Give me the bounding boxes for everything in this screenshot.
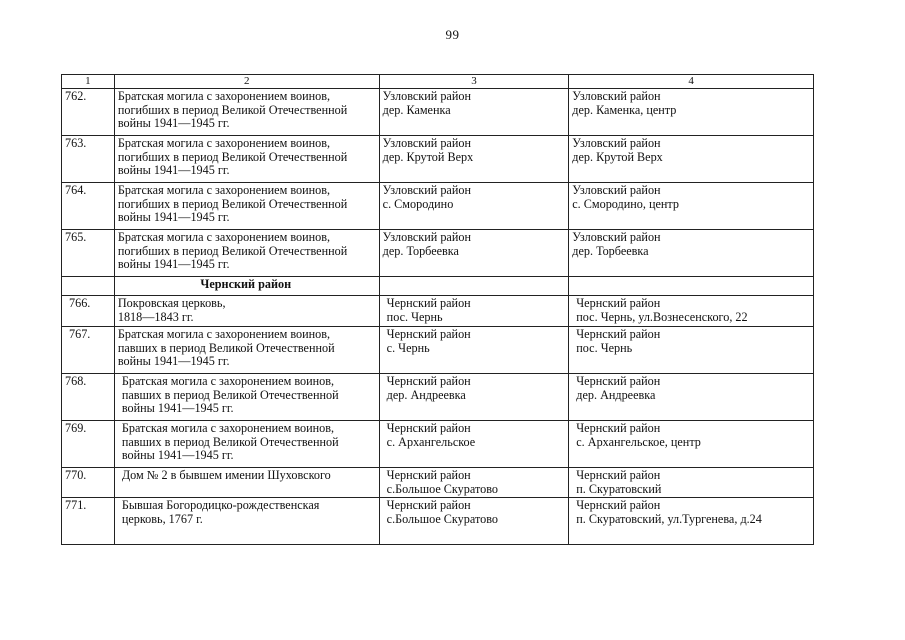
address-cell bbox=[569, 498, 814, 545]
address-cell bbox=[569, 183, 814, 230]
location-line: дер. Торбеевка bbox=[382, 243, 459, 258]
address-line: п. Скуратовский, ул.Тургенева, д.24 bbox=[576, 511, 762, 526]
row-number: 768. bbox=[62, 374, 115, 421]
address-cell bbox=[569, 296, 814, 327]
object-name-line: войны 1941—1945 гг. bbox=[117, 210, 230, 224]
object-name-cell bbox=[114, 136, 379, 183]
address-line: Узловский район bbox=[572, 183, 661, 197]
table-row bbox=[62, 89, 814, 136]
location-line: Чернский район bbox=[386, 498, 471, 512]
address-cell bbox=[569, 89, 814, 136]
address-cell bbox=[569, 136, 814, 183]
object-name-line: церковь, 1767 г. bbox=[121, 511, 203, 526]
address-line: п. Скуратовский bbox=[576, 481, 662, 496]
location-line: Узловский район bbox=[382, 89, 471, 103]
location-cell bbox=[379, 498, 569, 545]
row-number: 767. bbox=[62, 327, 115, 374]
location-line: Чернский район bbox=[386, 421, 471, 435]
object-name-line: Братская могила с захоронением воинов, bbox=[121, 421, 335, 435]
section-empty-cell bbox=[62, 277, 115, 296]
location-line: дер. Крутой Верх bbox=[382, 149, 474, 164]
location-cell bbox=[379, 183, 569, 230]
address-cell bbox=[569, 327, 814, 374]
row-number: 770. bbox=[62, 468, 115, 498]
address-cell bbox=[569, 374, 814, 421]
object-name-line: павших в период Великой Отечественной bbox=[117, 340, 335, 355]
address-cell bbox=[569, 230, 814, 277]
column-header-4: 4 bbox=[569, 75, 814, 89]
section-empty-cell bbox=[379, 277, 569, 296]
object-name-cell bbox=[114, 230, 379, 277]
object-name-cell bbox=[114, 327, 379, 374]
row-number: 762. bbox=[62, 89, 115, 136]
location-line: дер. Каменка bbox=[382, 102, 451, 117]
location-cell bbox=[379, 230, 569, 277]
address-line: Узловский район bbox=[572, 136, 661, 150]
table-row bbox=[62, 296, 814, 327]
location-line: с. Архангельское bbox=[386, 434, 476, 449]
location-line: Чернский район bbox=[386, 327, 471, 341]
address-line: Чернский район bbox=[576, 327, 661, 341]
address-line: дер. Каменка, центр bbox=[572, 102, 677, 117]
location-cell bbox=[379, 89, 569, 136]
object-name-line: Бывшая Богородицко-рождественская bbox=[121, 498, 320, 512]
address-line: Чернский район bbox=[576, 296, 661, 310]
object-name-line: Братская могила с захоронением воинов, bbox=[117, 183, 331, 197]
object-name-cell bbox=[114, 89, 379, 136]
location-line: Узловский район bbox=[382, 183, 471, 197]
object-name-line: погибших в период Великой Отечественной bbox=[117, 102, 348, 117]
row-number: 765. bbox=[62, 230, 115, 277]
object-name-line: Братская могила с захоронением воинов, bbox=[117, 327, 331, 341]
object-name-line: погибших в период Великой Отечественной bbox=[117, 149, 348, 164]
object-name-line: Братская могила с захоронением воинов, bbox=[121, 374, 335, 388]
object-name-line: войны 1941—1945 гг. bbox=[117, 354, 230, 368]
column-header-2: 2 bbox=[114, 75, 379, 89]
location-line: с. Смородино bbox=[382, 196, 454, 211]
object-name-cell bbox=[114, 374, 379, 421]
location-line: с.Большое Скуратово bbox=[386, 511, 498, 526]
location-line: с. Чернь bbox=[386, 340, 430, 355]
table-header-row bbox=[62, 75, 814, 89]
row-number: 771. bbox=[62, 498, 115, 545]
address-line: с. Архангельское, центр bbox=[576, 434, 701, 449]
object-name-line: 1818—1843 гг. bbox=[117, 309, 194, 324]
address-line: дер. Торбеевка bbox=[572, 243, 649, 258]
object-name-line: Братская могила с захоронением воинов, bbox=[117, 89, 331, 103]
location-cell bbox=[379, 374, 569, 421]
location-cell bbox=[379, 468, 569, 498]
object-name-line: павших в период Великой Отечественной bbox=[121, 387, 339, 402]
address-line: пос. Чернь, ул.Вознесенского, 22 bbox=[576, 309, 748, 324]
row-number: 764. bbox=[62, 183, 115, 230]
location-line: с.Большое Скуратово bbox=[386, 481, 498, 496]
address-line: дер. Андреевка bbox=[576, 387, 656, 402]
location-line: дер. Андреевка bbox=[386, 387, 466, 402]
address-line: Узловский район bbox=[572, 230, 661, 244]
object-name-cell bbox=[114, 183, 379, 230]
object-name-line: Дом № 2 в бывшем имении Шуховского bbox=[121, 468, 331, 482]
section-row bbox=[62, 277, 814, 296]
row-number: 766. bbox=[62, 296, 115, 327]
location-line: Узловский район bbox=[382, 230, 471, 244]
address-line: с. Смородино, центр bbox=[572, 196, 679, 211]
table-row bbox=[62, 230, 814, 277]
page-number: 99 bbox=[445, 27, 460, 42]
object-name-line: погибших в период Великой Отечественной bbox=[117, 243, 348, 258]
object-name-cell bbox=[114, 498, 379, 545]
section-title: Чернский район bbox=[114, 277, 379, 296]
location-line: Чернский район bbox=[386, 296, 471, 310]
table-row bbox=[62, 468, 814, 498]
address-line: Чернский район bbox=[576, 374, 661, 388]
address-line: Чернский район bbox=[576, 421, 661, 435]
location-line: Узловский район bbox=[382, 136, 471, 150]
address-cell bbox=[569, 468, 814, 498]
table-row bbox=[62, 421, 814, 468]
object-name-line: Братская могила с захоронением воинов, bbox=[117, 136, 331, 150]
object-name-line: войны 1941—1945 гг. bbox=[121, 401, 234, 415]
address-line: Чернский район bbox=[576, 468, 661, 482]
object-name-line: войны 1941—1945 гг. bbox=[117, 163, 230, 177]
column-header-3: 3 bbox=[379, 75, 569, 89]
object-name-line: войны 1941—1945 гг. bbox=[117, 116, 230, 130]
location-cell bbox=[379, 327, 569, 374]
row-number: 769. bbox=[62, 421, 115, 468]
object-name-line: погибших в период Великой Отечественной bbox=[117, 196, 348, 211]
object-name-cell bbox=[114, 468, 379, 498]
location-cell bbox=[379, 296, 569, 327]
table-row bbox=[62, 498, 814, 545]
address-line: пос. Чернь bbox=[576, 340, 633, 355]
section-empty-cell bbox=[569, 277, 814, 296]
address-cell bbox=[569, 421, 814, 468]
address-line: Чернский район bbox=[576, 498, 661, 512]
object-name-cell bbox=[114, 421, 379, 468]
table-row bbox=[62, 374, 814, 421]
location-cell bbox=[379, 136, 569, 183]
object-name-line: Покровская церковь, bbox=[117, 296, 226, 310]
object-name-line: войны 1941—1945 гг. bbox=[121, 448, 234, 462]
address-line: дер. Крутой Верх bbox=[572, 149, 663, 164]
location-cell bbox=[379, 421, 569, 468]
object-name-line: Братская могила с захоронением воинов, bbox=[117, 230, 331, 244]
table-row bbox=[62, 327, 814, 374]
address-line: Узловский район bbox=[572, 89, 661, 103]
row-number: 763. bbox=[62, 136, 115, 183]
location-line: пос. Чернь bbox=[386, 309, 443, 324]
object-name-cell bbox=[114, 296, 379, 327]
location-line: Чернский район bbox=[386, 468, 471, 482]
object-name-line: павших в период Великой Отечественной bbox=[121, 434, 339, 449]
column-header-1: 1 bbox=[62, 75, 115, 89]
table-row bbox=[62, 136, 814, 183]
location-line: Чернский район bbox=[386, 374, 471, 388]
table-row bbox=[62, 183, 814, 230]
object-name-line: войны 1941—1945 гг. bbox=[117, 257, 230, 271]
monuments-table bbox=[61, 74, 814, 545]
